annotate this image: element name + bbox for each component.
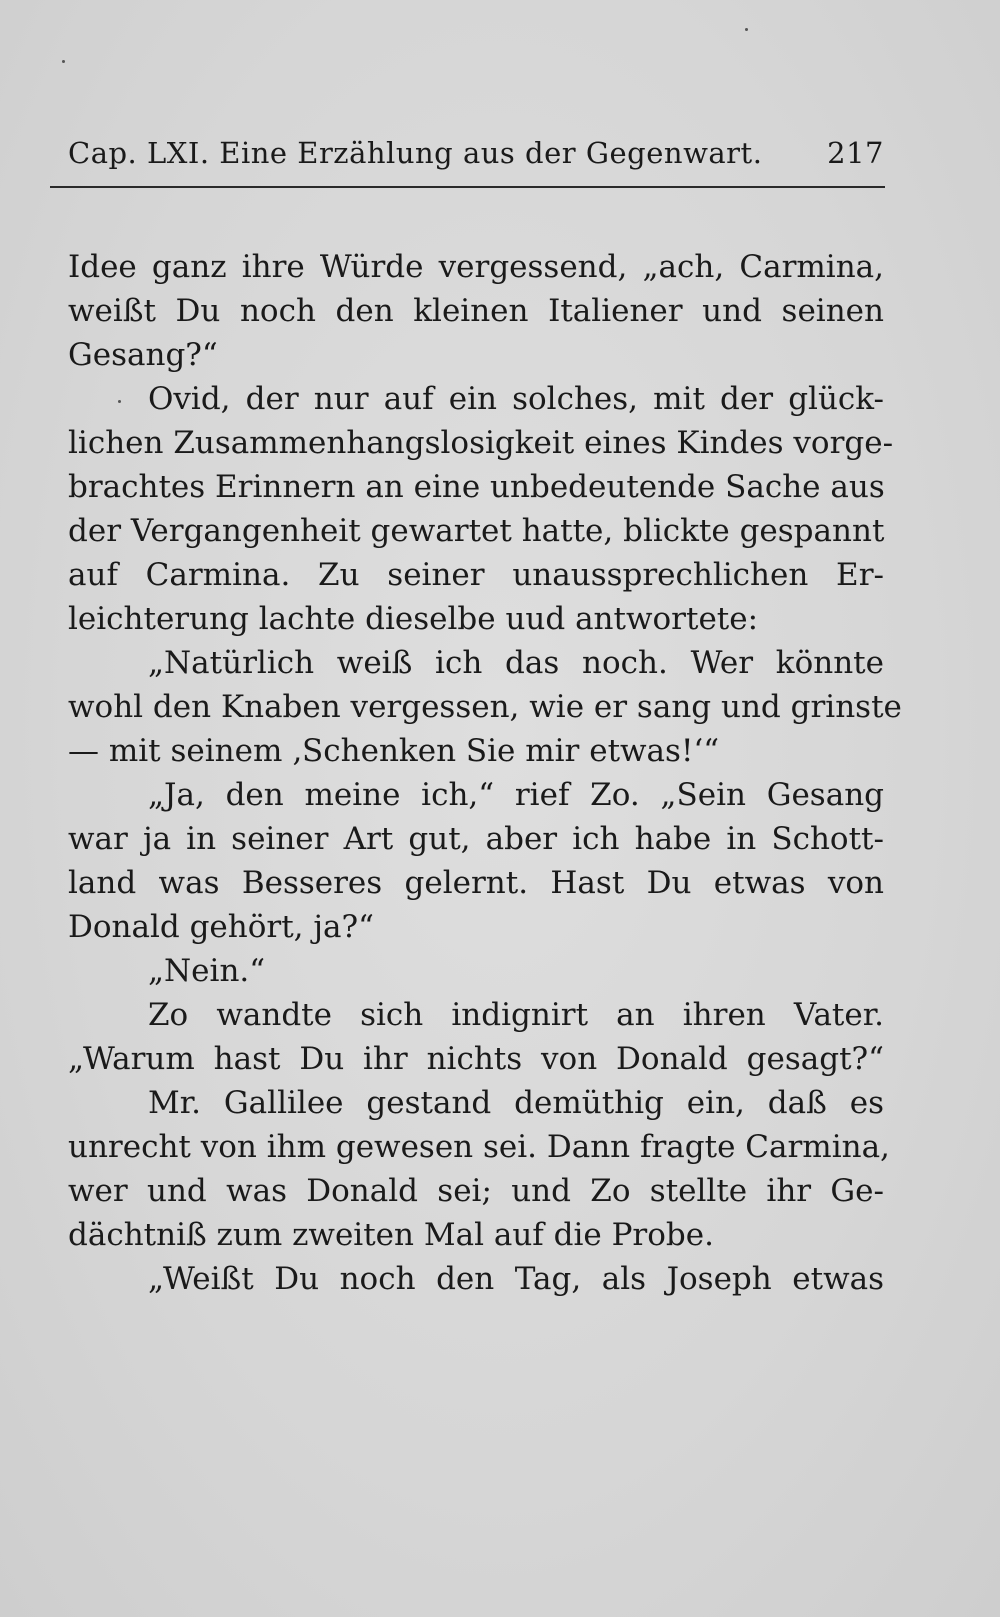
paper-speck [745, 28, 748, 31]
text-line: dächtniß zum zweiten Mal auf die Probe. [68, 1217, 714, 1253]
header-rule [50, 186, 885, 188]
page-header [68, 128, 884, 178]
text-line: Mr. Gallilee gestand demüthig ein, daß es [148, 1085, 884, 1121]
paper-speck [118, 400, 121, 403]
text-line: leichterung lachte dieselbe uud antwortete: [68, 601, 759, 637]
text-line: Gesang?“ [68, 337, 218, 373]
text-line: Zo wandte sich indignirt an ihren Vater. [148, 997, 884, 1033]
text-line: lichen Zusammenhangslosigkeit eines Kindes vorge- [68, 425, 894, 461]
text-line: auf Carmina. Zu seiner unaussprechlichen Er- [68, 557, 884, 593]
text-line: wer und was Donald sei; und Zo stellte ihr Ge- [68, 1173, 884, 1209]
text-line: Ovid, der nur auf ein solches, mit der glück- [148, 381, 884, 417]
text-line: Idee ganz ihre Würde vergessend, „ach, Carmina, [68, 249, 884, 285]
text-line: „Weißt Du noch den Tag, als Joseph etwas [148, 1261, 884, 1297]
text-line: „Ja, den meine ich,“ rief Zo. „Sein Gesang [148, 777, 884, 813]
text-line: brachtes Erinnern an eine unbedeutende Sache aus [68, 469, 885, 505]
text-line: war ja in seiner Art gut, aber ich habe in Schott- [68, 821, 884, 857]
text-line: unrecht von ihm gewesen sei. Dann fragte Carmina, [68, 1129, 890, 1165]
running-title: Cap. LXI. Eine Erzählung aus der Gegenwart. [68, 136, 763, 170]
text-line: „Nein.“ [148, 953, 266, 989]
text-line: „Natürlich weiß ich das noch. Wer könnte [148, 645, 884, 681]
text-line: „Warum hast Du ihr nichts von Donald gesagt?“ [68, 1041, 884, 1077]
text-line: Donald gehört, ja?“ [68, 909, 374, 945]
text-line: der Vergangenheit gewartet hatte, blickte gespannt [68, 513, 885, 549]
text-line: weißt Du noch den kleinen Italiener und seinen [68, 293, 884, 329]
text-line: land was Besseres gelernt. Hast Du etwas von [68, 865, 884, 901]
paper-speck [62, 60, 65, 63]
page-number: 217 [827, 136, 884, 170]
text-line: — mit seinem ‚Schenken Sie mir etwas!‘“ [68, 733, 720, 769]
text-line: wohl den Knaben vergessen, wie er sang und grinste [68, 689, 902, 725]
